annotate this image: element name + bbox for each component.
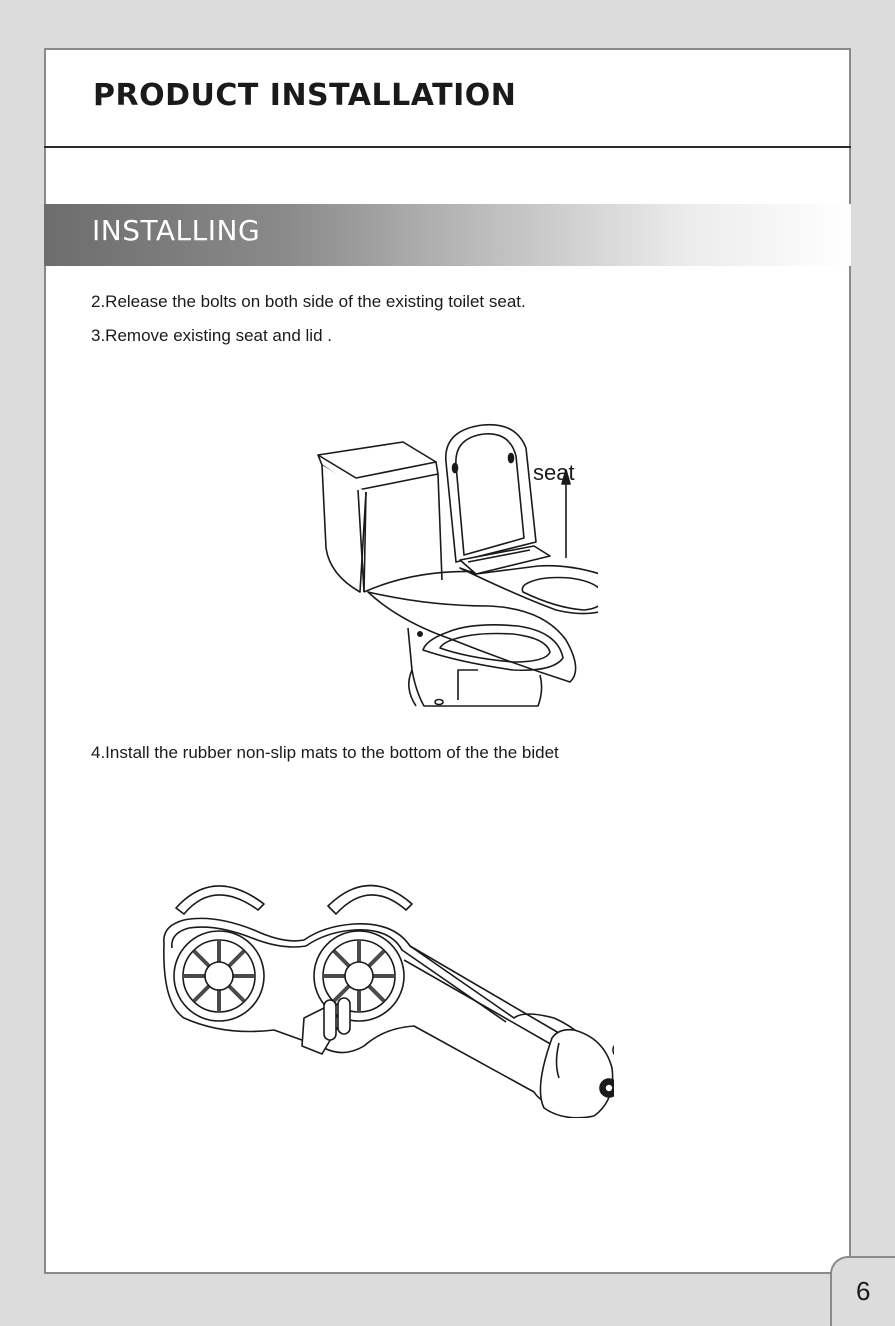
page-number: 6 [856,1276,871,1306]
title-divider [44,146,851,148]
seat-label: seat [533,460,575,485]
page-title: PRODUCT INSTALLATION [93,78,517,113]
step-4-text: 4.Install the rubber non-slip mats to the bottom of the the bidet [91,743,559,762]
step-2-text: 2.Release the bolts on both side of the existing toilet seat. [91,292,526,311]
bidet-mats-illustration [154,868,614,1118]
manual-page [44,48,871,1306]
page-number-tab [830,1256,895,1326]
section-header-bar [44,204,851,266]
step-3-text: 3.Remove existing seat and lid . [91,326,332,345]
toilet-seat-removal-illustration [308,370,598,710]
section-title: INSTALLING [92,214,261,247]
